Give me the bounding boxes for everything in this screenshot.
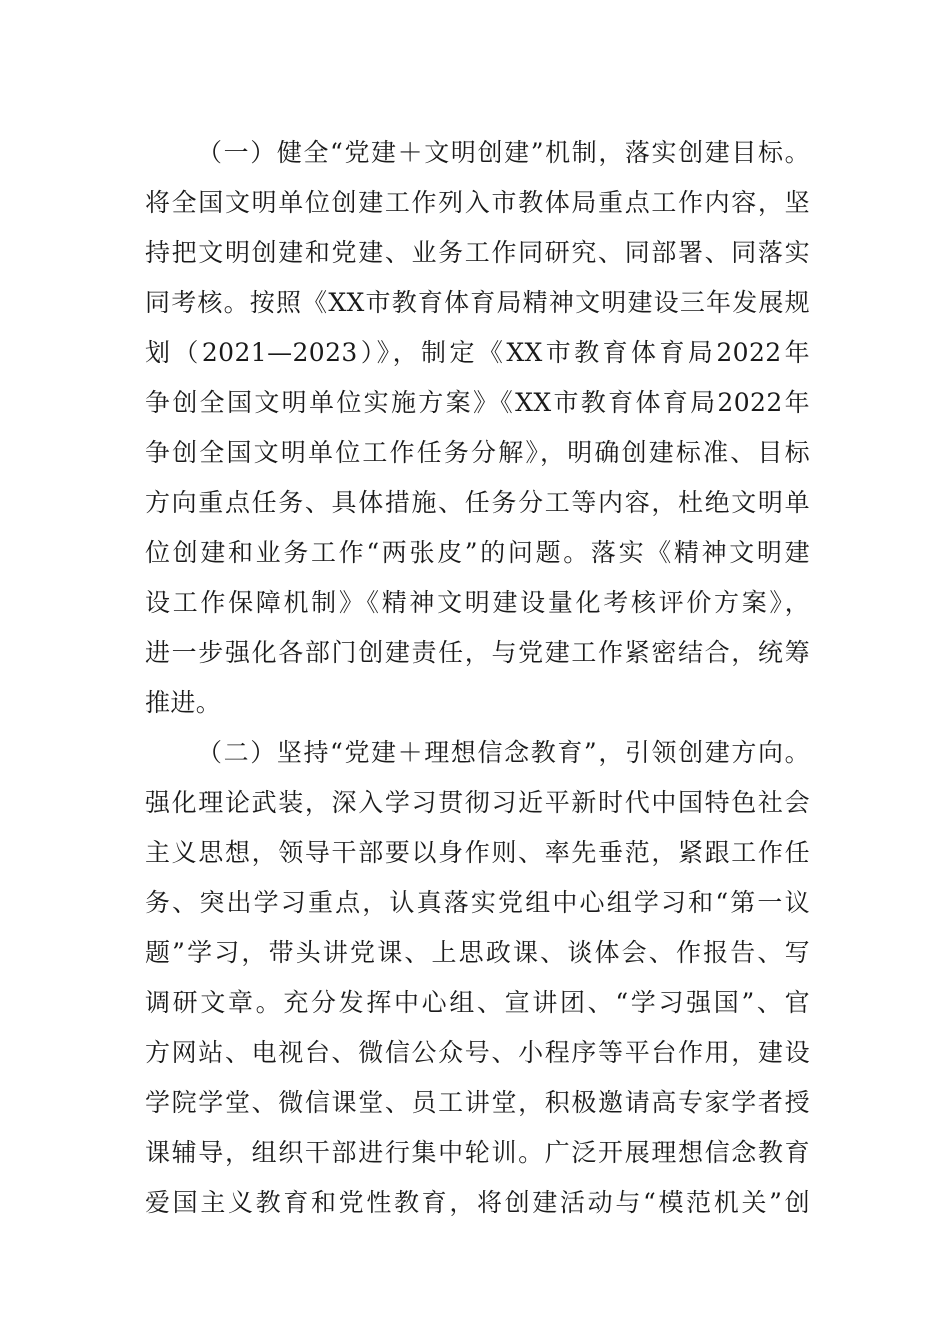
paragraph-1-last-line: 推进。: [145, 688, 222, 717]
paragraph-1-line: 持把文明创建和党建、业务工作同研究、同部署、同落实: [145, 238, 810, 267]
paragraph-2-line: 爱国主义教育和党性教育，将创建活动与“模范机关”创: [145, 1188, 810, 1217]
paragraph-2-line: 强化理论武装，深入学习贯彻习近平新时代中国特色社会: [145, 788, 810, 817]
paragraph-2-line: 课辅导，组织干部进行集中轮训。广泛开展理想信念教育: [145, 1138, 810, 1167]
document-body: [145, 128, 810, 1228]
paragraph-2-line: 题”学习，带头讲党课、上思政课、谈体会、作报告、写: [145, 938, 810, 967]
paragraph-2-line: 学院学堂、微信课堂、员工讲堂，积极邀请高专家学者授: [145, 1088, 810, 1117]
paragraph-1-line: 方向重点任务、具体措施、任务分工等内容，杜绝文明单: [145, 488, 810, 517]
paragraph-1-line: 争创全国文明单位实施方案》《XX市教育体育局2022年: [145, 388, 810, 417]
paragraph-2-line: 务、突出学习重点，认真落实党组中心组学习和“第一议: [145, 888, 810, 917]
paragraph-1-line: 争创全国文明单位工作任务分解》，明确创建标准、目标: [145, 438, 810, 467]
paragraph-1-line: 进一步强化各部门创建责任，与党建工作紧密结合，统筹: [145, 638, 810, 667]
paragraph-2-line: 调研文章。充分发挥中心组、宣讲团、“学习强国”、官: [145, 988, 810, 1017]
paragraph-1-line: 同考核。按照《XX市教育体育局精神文明建设三年发展规: [145, 288, 810, 317]
paragraph-1-line: 位创建和业务工作“两张皮”的问题。落实《精神文明建: [145, 538, 810, 567]
paragraph-1-line: 设工作保障机制》《精神文明建设量化考核评价方案》，: [145, 588, 810, 617]
paragraph-2-heading-line: （二）坚持“党建＋理想信念教育”，引领创建方向。: [197, 738, 810, 767]
paragraph-2-line: 主义思想，领导干部要以身作则、率先垂范，紧跟工作任: [145, 838, 810, 867]
paragraph-1-line: 将全国文明单位创建工作列入市教体局重点工作内容，坚: [145, 188, 810, 217]
paragraph-2-line: 方网站、电视台、微信公众号、小程序等平台作用，建设: [145, 1038, 810, 1067]
paragraph-1-line: 划（2021—2023）》，制定《XX市教育体育局2022年: [145, 338, 810, 367]
paragraph-1-heading-line: （一）健全“党建＋文明创建”机制，落实创建目标。: [197, 138, 810, 167]
